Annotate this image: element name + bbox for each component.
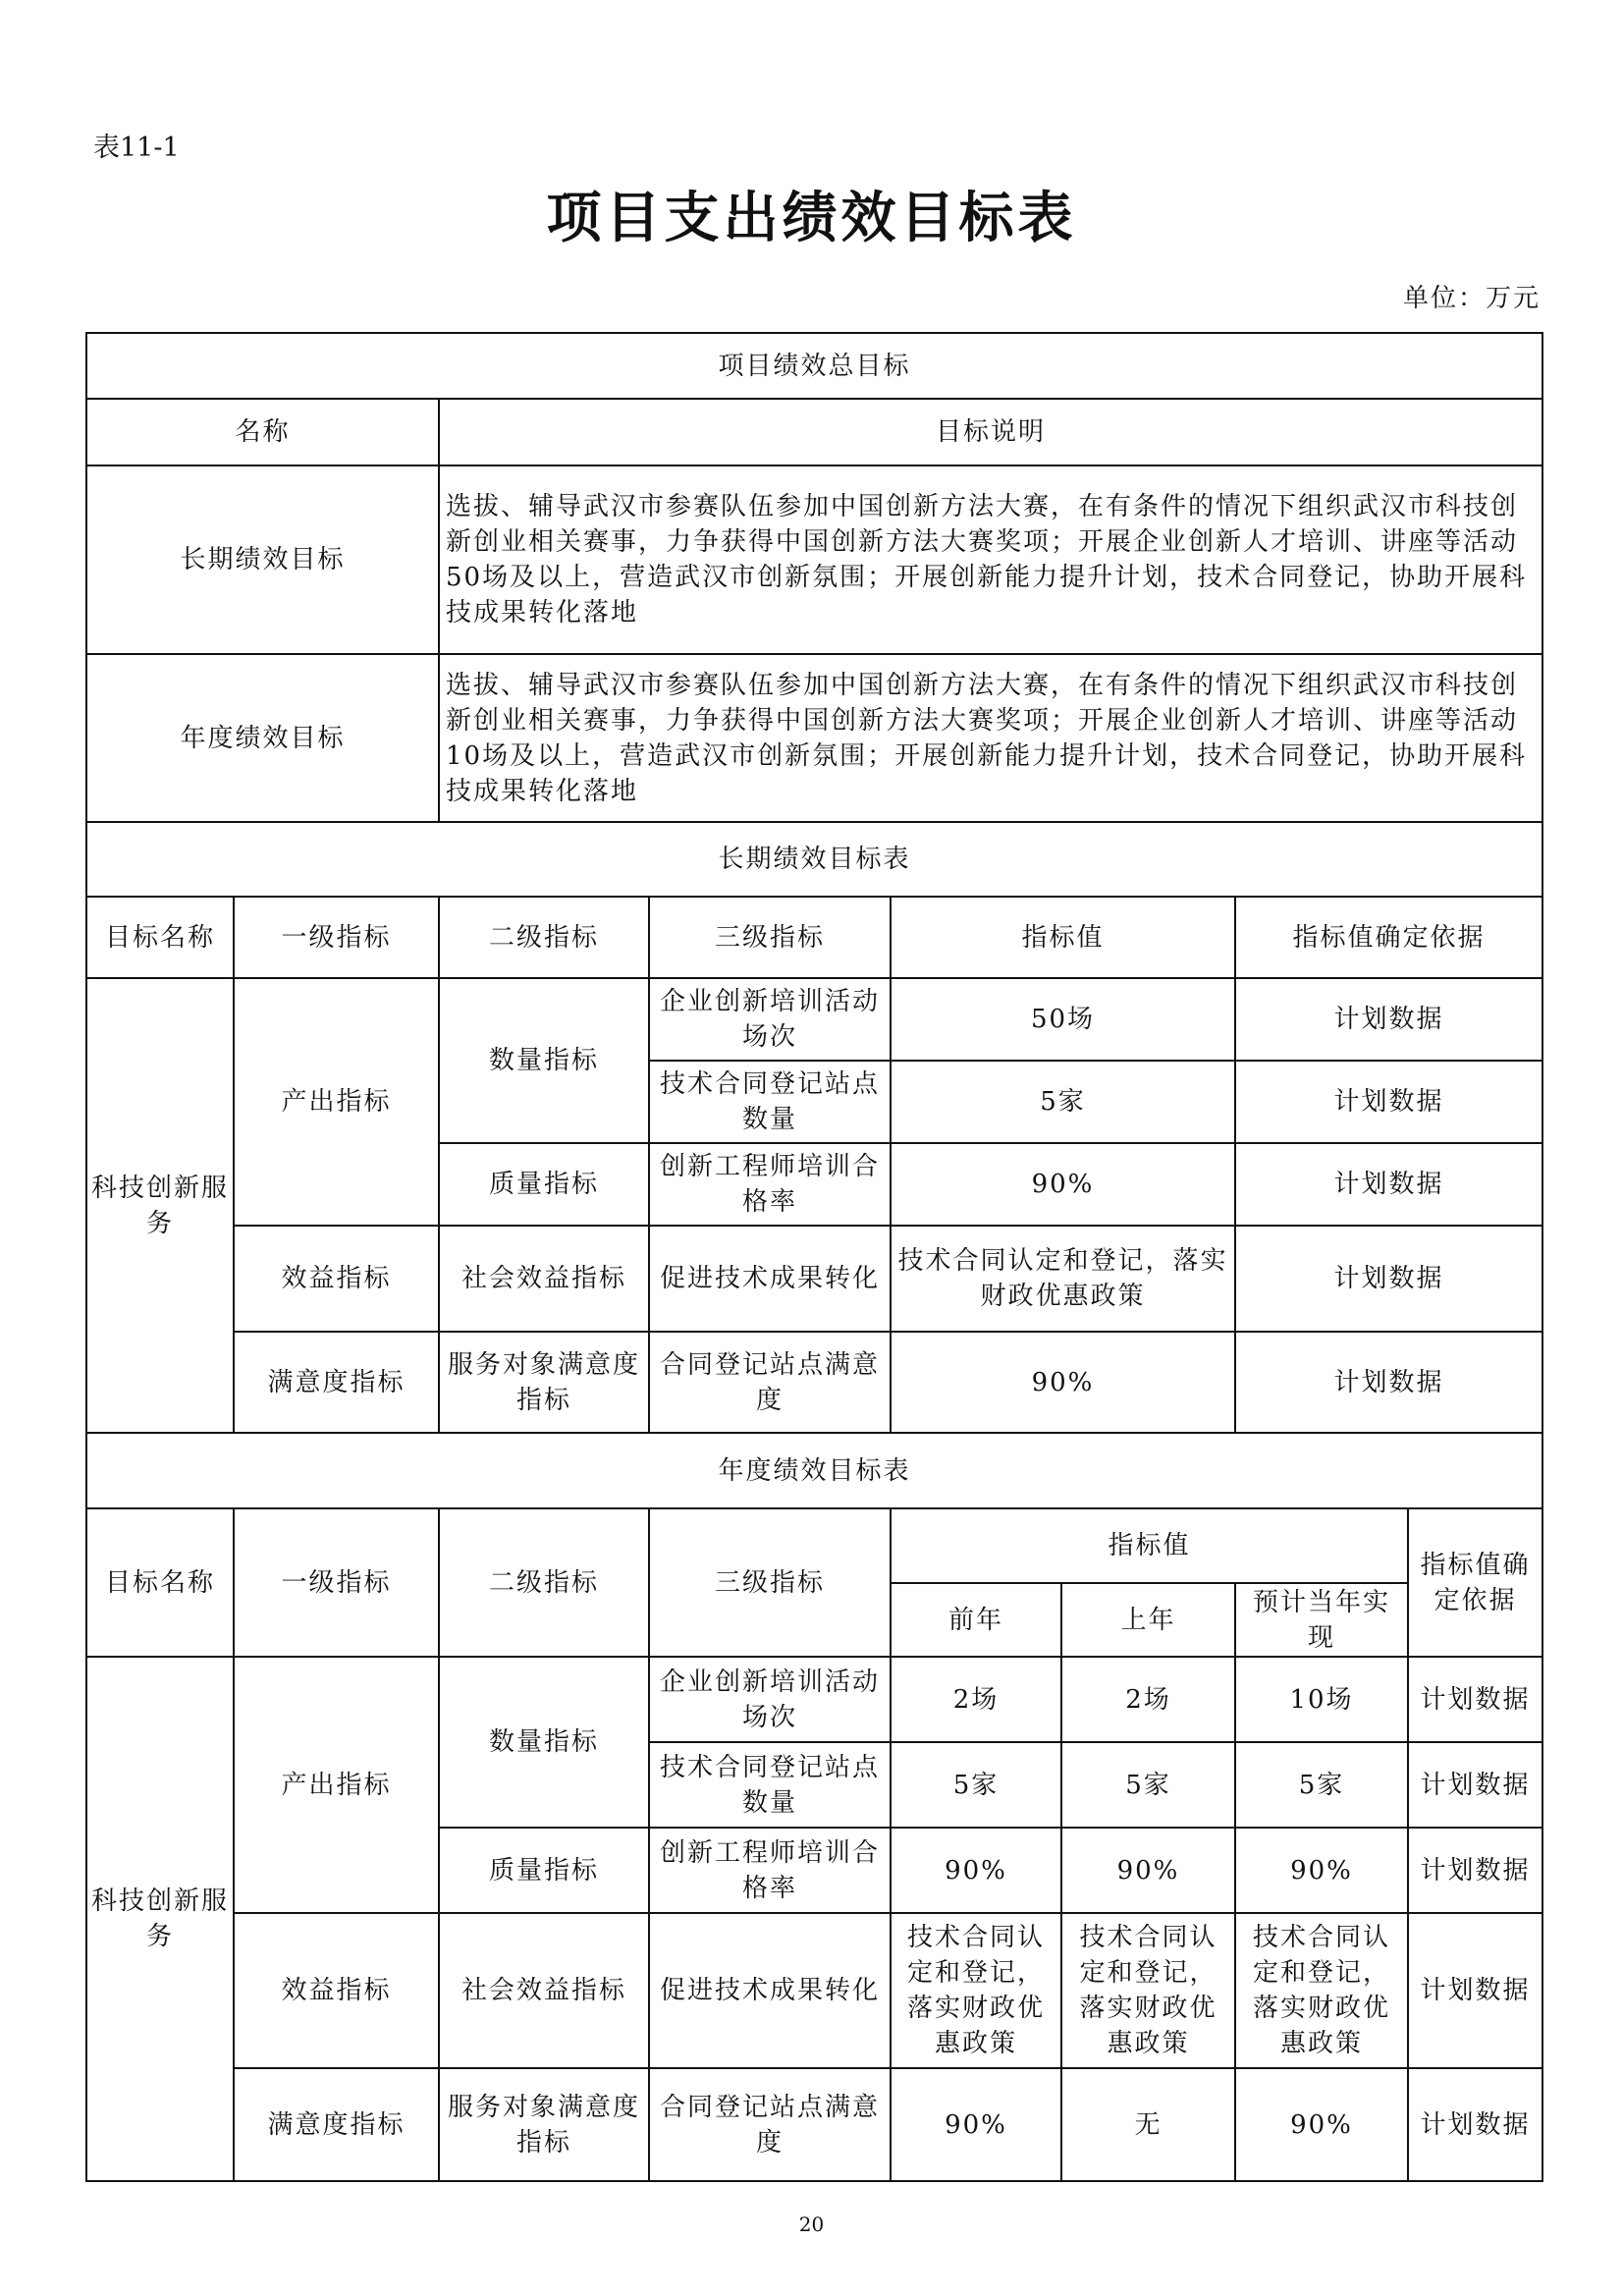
value-basis: 计划数据: [1408, 2068, 1542, 2181]
goal-name: 科技创新服务: [86, 1657, 234, 2181]
header-description: 目标说明: [439, 399, 1542, 465]
value-basis: 计划数据: [1408, 1828, 1542, 1913]
level3-indicator: 技术合同登记站点数量: [649, 1742, 891, 1828]
level1-indicator: 产出指标: [234, 1657, 439, 1913]
value-basis: 计划数据: [1408, 1657, 1542, 1742]
indicator-value: 2场: [891, 1657, 1061, 1742]
value-basis: 计划数据: [1235, 1226, 1542, 1332]
indicator-value: 5家: [1061, 1742, 1235, 1828]
level3-indicator: 企业创新培训活动场次: [649, 1657, 891, 1742]
table-row: [86, 978, 1542, 1061]
value-basis: 计划数据: [1235, 978, 1542, 1061]
table-row: [86, 1913, 1542, 2068]
goal-description: 选拔、辅导武汉市参赛队伍参加中国创新方法大赛，在有条件的情况下组织武汉市科技创新创业相关赛事，力争获得中国创新方法大赛奖项；开展企业创新人才培训、讲座等活动50场及以上，营造武汉市创新氛围；开展创新能力提升计划，技术合同登记，协助开展科技成果转化落地: [439, 465, 1542, 654]
level1-indicator: 产出指标: [234, 978, 439, 1226]
indicator-value: 90%: [891, 1143, 1235, 1226]
level3-indicator: 技术合同登记站点数量: [649, 1061, 891, 1143]
page-title: 项目支出绩效目标表: [546, 186, 1077, 250]
level1-indicator: 满意度指标: [234, 2068, 439, 2181]
header-year-before-last: 前年: [891, 1583, 1061, 1657]
level2-indicator: 数量指标: [439, 978, 649, 1143]
indicator-value: 90%: [891, 1332, 1235, 1433]
indicator-value: 5家: [891, 1742, 1061, 1828]
table-row: [86, 1657, 1542, 1742]
level3-indicator: 合同登记站点满意度: [649, 2068, 891, 2181]
level2-indicator: 质量指标: [439, 1143, 649, 1226]
header-level1: 一级指标: [234, 897, 439, 978]
section-title: 长期绩效目标表: [86, 822, 1542, 897]
value-basis: 计划数据: [1235, 1332, 1542, 1433]
indicator-value: 无: [1061, 2068, 1235, 2181]
goal-name: 年度绩效目标: [86, 654, 439, 822]
indicator-value: 90%: [1235, 1828, 1408, 1913]
header-level2: 二级指标: [439, 1508, 649, 1657]
level1-indicator: 满意度指标: [234, 1332, 439, 1433]
indicator-value: 10场: [1235, 1657, 1408, 1742]
level3-indicator: 企业创新培训活动场次: [649, 978, 891, 1061]
value-basis: 计划数据: [1235, 1143, 1542, 1226]
indicator-value: 50场: [891, 978, 1235, 1061]
header-basis: 指标值确定依据: [1235, 897, 1542, 978]
goal-description: 选拔、辅导武汉市参赛队伍参加中国创新方法大赛，在有条件的情况下组织武汉市科技创新创业相关赛事，力争获得中国创新方法大赛奖项；开展企业创新人才培训、讲座等活动10场及以上，营造武汉市创新氛围；开展创新能力提升计划，技术合同登记，协助开展科技成果转化落地: [439, 654, 1542, 822]
indicator-value: 技术合同认定和登记，落实财政优惠政策: [891, 1913, 1061, 2068]
goal-name: 长期绩效目标: [86, 465, 439, 654]
table-label: 表11-1: [93, 133, 180, 163]
header-last-year: 上年: [1061, 1583, 1235, 1657]
level2-indicator: 服务对象满意度指标: [439, 1332, 649, 1433]
header-goal-name: 目标名称: [86, 1508, 234, 1657]
indicator-value: 90%: [1061, 1828, 1235, 1913]
annual-goal-table: [85, 1432, 1543, 2182]
indicator-value: 90%: [891, 1828, 1061, 1913]
indicator-value: 技术合同认定和登记，落实财政优惠政策: [891, 1226, 1235, 1332]
level3-indicator: 合同登记站点满意度: [649, 1332, 891, 1433]
header-level2: 二级指标: [439, 897, 649, 978]
level1-indicator: 效益指标: [234, 1913, 439, 2068]
section-title: 项目绩效总目标: [86, 333, 1542, 399]
unit-label: 单位：万元: [1402, 284, 1541, 313]
table-row: [86, 2068, 1542, 2181]
header-name: 名称: [86, 399, 439, 465]
level3-indicator: 促进技术成果转化: [649, 1226, 891, 1332]
page-number: 20: [798, 2213, 825, 2236]
goal-name: 科技创新服务: [86, 978, 234, 1433]
level3-indicator: 创新工程师培训合格率: [649, 1143, 891, 1226]
indicator-value: 技术合同认定和登记，落实财政优惠政策: [1061, 1913, 1235, 2068]
level3-indicator: 创新工程师培训合格率: [649, 1828, 891, 1913]
value-basis: 计划数据: [1408, 1913, 1542, 2068]
long-term-goal-table: [85, 821, 1543, 1434]
header-basis: 指标值确定依据: [1408, 1508, 1542, 1657]
indicator-value: 5家: [1235, 1742, 1408, 1828]
header-expected-this-year: 预计当年实现: [1235, 1583, 1408, 1657]
table-row: [86, 1332, 1542, 1433]
indicator-value: 5家: [891, 1061, 1235, 1143]
level2-indicator: 服务对象满意度指标: [439, 2068, 649, 2181]
section-title: 年度绩效目标表: [86, 1433, 1542, 1508]
header-value: 指标值: [891, 1508, 1408, 1583]
header-level3: 三级指标: [649, 897, 891, 978]
level2-indicator: 数量指标: [439, 1657, 649, 1828]
level2-indicator: 社会效益指标: [439, 1226, 649, 1332]
level3-indicator: 促进技术成果转化: [649, 1913, 891, 2068]
value-basis: 计划数据: [1235, 1061, 1542, 1143]
header-value: 指标值: [891, 897, 1235, 978]
level1-indicator: 效益指标: [234, 1226, 439, 1332]
overall-goal-table: [85, 332, 1543, 823]
indicator-value: 90%: [891, 2068, 1061, 2181]
indicator-value: 90%: [1235, 2068, 1408, 2181]
level2-indicator: 社会效益指标: [439, 1913, 649, 2068]
header-goal-name: 目标名称: [86, 897, 234, 978]
header-level1: 一级指标: [234, 1508, 439, 1657]
value-basis: 计划数据: [1408, 1742, 1542, 1828]
indicator-value: 技术合同认定和登记，落实财政优惠政策: [1235, 1913, 1408, 2068]
indicator-value: 2场: [1061, 1657, 1235, 1742]
header-level3: 三级指标: [649, 1508, 891, 1657]
level2-indicator: 质量指标: [439, 1828, 649, 1913]
table-row: [86, 1226, 1542, 1332]
